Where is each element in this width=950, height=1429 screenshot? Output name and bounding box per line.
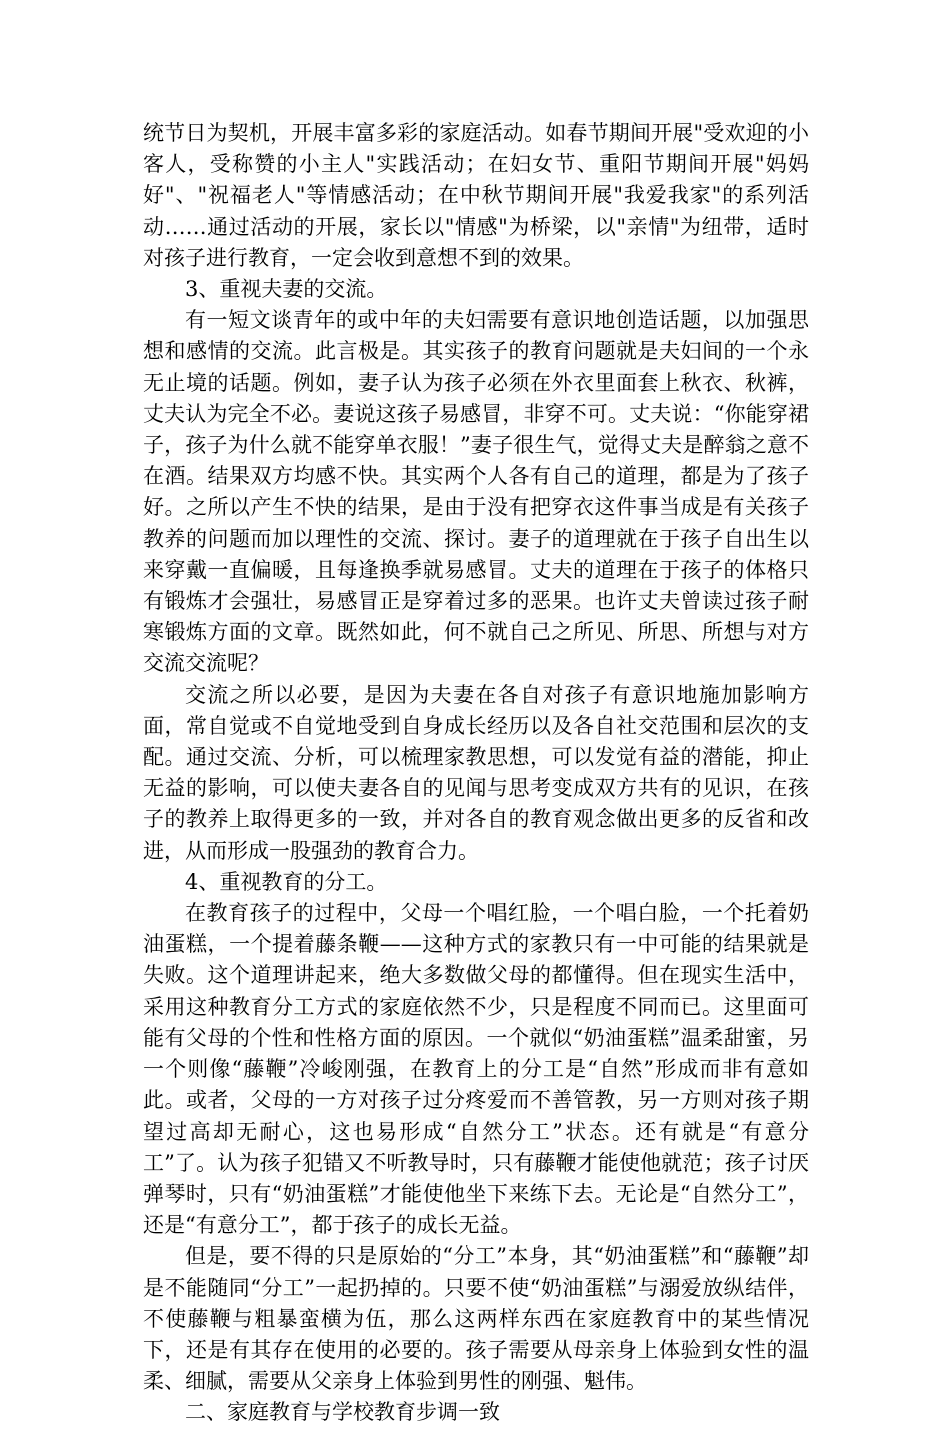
- paragraph-continued: 统节日为契机，开展丰富多彩的家庭活动。如春节期间开展"受欢迎的小客人，受称赞的小主人"实践活动；在妇女节、重阳节期间开展"妈妈好"、"祝福老人"等情感活动；在中秋节期间开展"我爱我家"的系列活动……通过活动的开展，家长以"情感"为桥梁，以"亲情"为纽带，适时对孩子进行教育，一定会收到意想不到的效果。: [143, 121, 809, 270]
- document-body: [143, 118, 809, 1429]
- paragraph: 但是，要不得的只是原始的“分工”本身，其“奶油蛋糕”和“藤鞭”却是不能随同“分工”一起扔掉的。只要不使“奶油蛋糕”与溺爱放纵结伴，不使藤鞭与粗暴蛮横为伍，那么这两样东西在家庭教育中的某些情况下，还是有其存在使用的必要的。孩子需要从母亲身上体验到女性的温柔、细腻，需要从父亲身上体验到男性的刚强、魁伟。: [143, 1244, 809, 1394]
- section-heading-2: 二、家庭教育与学校教育步调一致: [185, 1400, 500, 1425]
- paragraph: 在教育孩子的过程中，父母一个唱红脸，一个唱白脸，一个托着奶油蛋糕，一个提着藤条鞭——这种方式的家教只有一中可能的结果就是失败。这个道理讲起来，绝大多数做父母的都懂得。但在现实生活中，采用这种教育分工方式的家庭依然不少，只是程度不同而已。这里面可能有父母的个性和性格方面的原因。一个就似“奶油蛋糕”温柔甜蜜，另一个则像“藤鞭”冷峻刚强，在教育上的分工是“自然”形成而非有意如此。或者，父母的一方对孩子过分疼爱而不善管教，另一方则对孩子期望过高却无耐心，这也易形成“自然分工”状态。还有就是“有意分工”了。认为孩子犯错又不听教导时，只有藤鞭才能使他就范；孩子讨厌弹琴时，只有“奶油蛋糕”才能使他坐下来练下去。无论是“自然分工”，还是“有意分工”，都于孩子的成长无益。: [143, 901, 809, 1238]
- paragraph: 有一短文谈青年的或中年的夫妇需要有意识地创造话题，以加强思想和感情的交流。此言极是。其实孩子的教育问题就是夫妇间的一个永无止境的话题。例如，妻子认为孩子必须在外衣里面套上秋衣、秋裤，丈夫认为完全不必。妻说这孩子易感冒，非穿不可。丈夫说：“你能穿裙子，孩子为什么就不能穿单衣服！”妻子很生气，觉得丈夫是醉翁之意不在酒。结果双方均感不快。其实两个人各有自己的道理，都是为了孩子好。之所以产生不快的结果，是由于没有把穿衣这件事当成是有关孩子教养的问题而加以理性的交流、探讨。妻子的道理就在于孩子自出生以来穿戴一直偏暖，且每逢换季就易感冒。丈夫的道理在于孩子的体格只有锻炼才会强壮，易感冒正是穿着过多的恶果。也许丈夫曾读过孩子耐寒锻炼方面的文章。既然如此，何不就自己之所见、所思、所想与对方交流交流呢？: [143, 308, 809, 676]
- section-heading-4: 4、重视教育的分工。: [185, 869, 388, 894]
- section-heading-3: 3、重视夫妻的交流。: [185, 277, 388, 302]
- paragraph: 交流之所以必要，是因为夫妻在各自对孩子有意识地施加影响方面，常自觉或不自觉地受到自身成长经历以及各自社交范围和层次的支配。通过交流、分析，可以梳理家教思想，可以发觉有益的潜能，抑止无益的影响，可以使夫妻各自的见闻与思考变成双方共有的见识，在孩子的教养上取得更多的一致，并对各自的教育观念做出更多的反省和改进，从而形成一股强劲的教育合力。: [143, 682, 809, 863]
